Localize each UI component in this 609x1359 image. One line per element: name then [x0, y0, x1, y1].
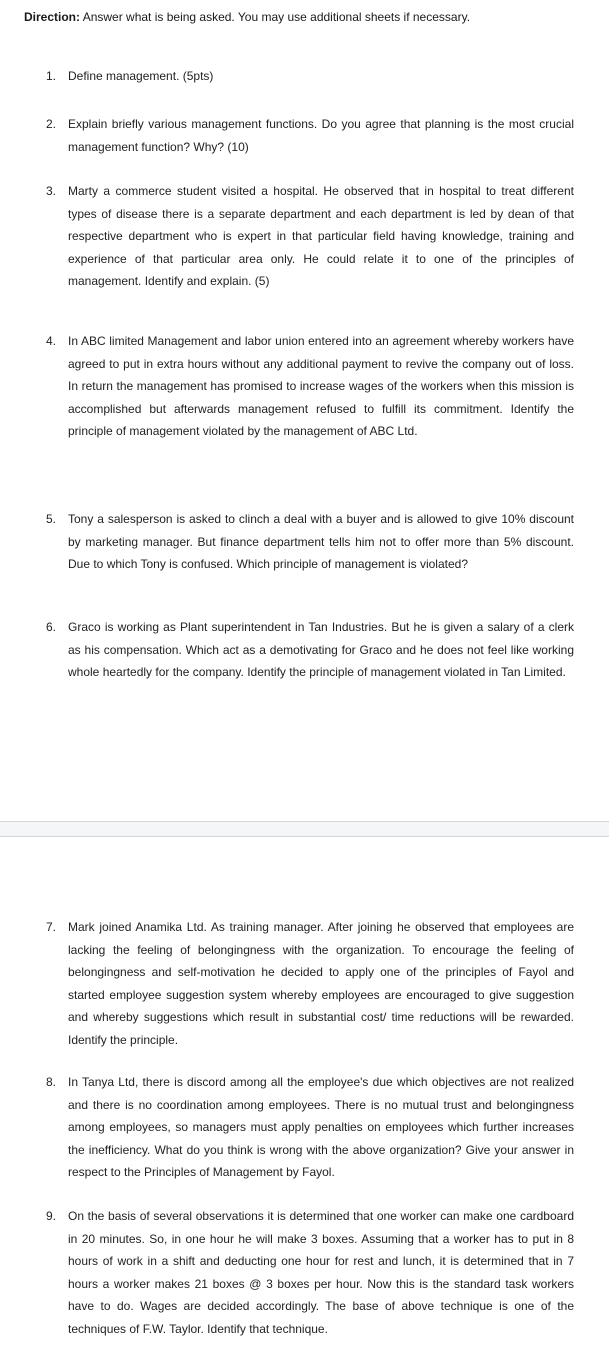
- question-number: 4.: [46, 334, 57, 348]
- question-number: 9.: [46, 1209, 57, 1223]
- question-text: On the basis of several observations it is determined that one worker can make one cardboard in 20 minutes. So, in one hour he will make 3 boxes. Assuming that a worker has to put in 8 hours of work in a shift and deducting one hour for rest and lunch, it is determined that in 7 hours a worker makes 21 boxes @ 3 boxes per hour. Now this is the standard task workers have to do. Wages are decided accordingly. The base of above technique is one of the techniques of F.W. Taylor. Identify that technique.: [68, 1209, 574, 1336]
- question-number: 2.: [46, 117, 57, 131]
- question-item: [46, 1205, 574, 1340]
- question-item: [46, 508, 574, 576]
- question-text: In Tanya Ltd, there is discord among all the employee's due which objectives are not realized and there is no coordination among employees. There is no mutual trust and belongingness among employees, so managers must apply penalties on employees which further increases the inefficiency. What do you think is wrong with the above organization? Give your answer in respect to the Principles of Management by Fayol.: [68, 1075, 574, 1179]
- question-item: [46, 330, 574, 443]
- question-number: 1.: [46, 69, 57, 83]
- direction-label: Direction:: [24, 10, 81, 24]
- page-break-divider: [0, 821, 609, 837]
- question-item: [46, 616, 574, 684]
- question-text: Marty a commerce student visited a hospital. He observed that in hospital to treat different types of disease there is a separate department and each department is led by dean of that respective department who is expert in that particular field having knowledge, training and experience of that particular area only. He could relate it to one of the principles of management. Identify and explain. (5): [68, 184, 574, 288]
- question-text: In ABC limited Management and labor union entered into an agreement whereby workers have agreed to put in extra hours without any additional payment to revive the company out of loss. In return the management has promised to increase wages of the workers when this mission is accomplished but afterwards management refused to fulfill its commitment. Identify the principle of management violated by the management of ABC Ltd.: [68, 334, 574, 438]
- question-text: Explain briefly various management functions. Do you agree that planning is the most crucial management function? Why? (10): [68, 117, 574, 154]
- direction-line: [24, 8, 594, 26]
- question-number: 7.: [46, 920, 57, 934]
- question-number: 3.: [46, 184, 57, 198]
- question-item: [46, 180, 574, 293]
- question-text: Mark joined Anamika Ltd. As training manager. After joining he observed that employees are lacking the feeling of belongingness with the organization. To encourage the feeling of belongingness and self-motivation he decided to apply one of the principles of Fayol and started employee suggestion system whereby employees are encouraged to give suggestion and whereby suggestions which result in substantial cost/ time reductions will be rewarded. Identify the principle.: [68, 920, 574, 1047]
- question-item: [46, 65, 574, 88]
- question-item: [46, 113, 574, 158]
- direction-text: Answer what is being asked. You may use additional sheets if necessary.: [80, 10, 471, 24]
- question-text: Graco is working as Plant superintendent in Tan Industries. But he is given a salary of a clerk as his compensation. Which act as a demotivating for Graco and he does not feel like working whole heartedly for the company. Identify the principle of management violated in Tan Limited.: [68, 620, 574, 679]
- question-item: [46, 916, 574, 1051]
- question-number: 5.: [46, 512, 57, 526]
- question-number: 6.: [46, 620, 57, 634]
- question-text: Tony a salesperson is asked to clinch a deal with a buyer and is allowed to give 10% discount by marketing manager. But finance department tells him not to offer more than 5% discount. Due to which Tony is confused. Which principle of management is violated?: [68, 512, 574, 571]
- question-item: [46, 1071, 574, 1184]
- question-number: 8.: [46, 1075, 57, 1089]
- question-text: Define management. (5pts): [68, 69, 214, 83]
